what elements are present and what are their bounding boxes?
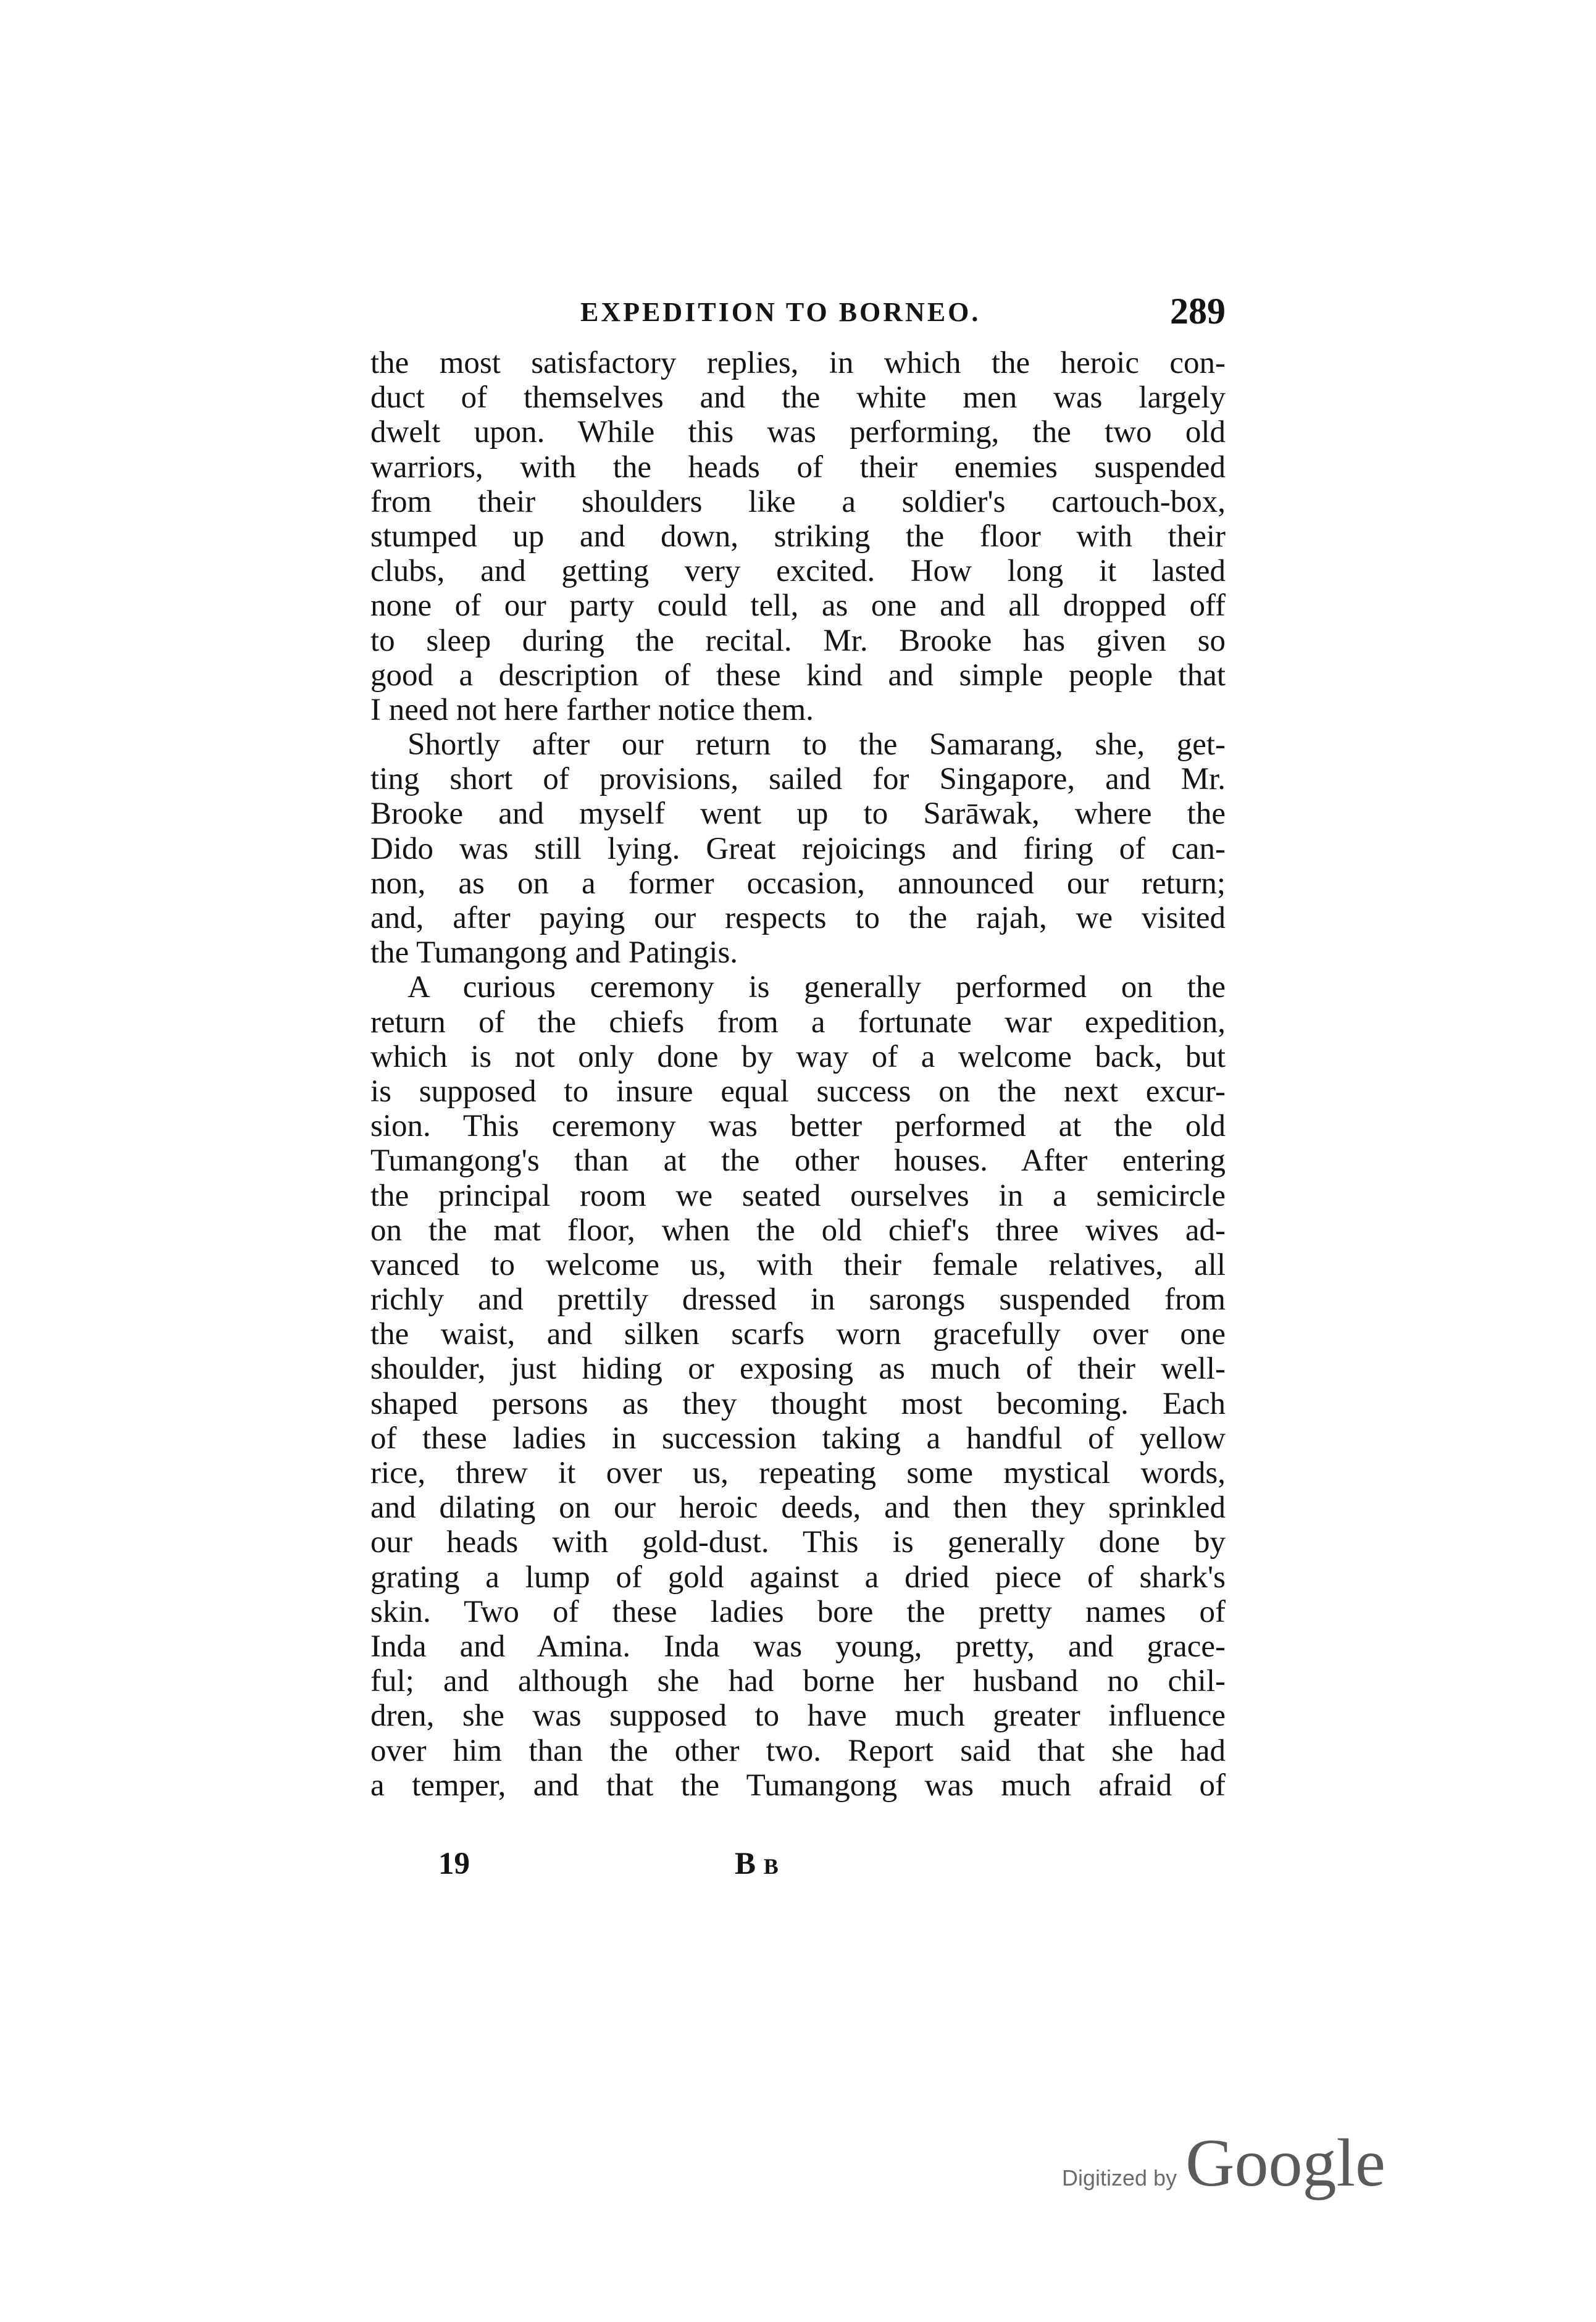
- text-line: dwelt upon. While this was performing, the two old: [370, 415, 1226, 450]
- text-line: which is not only done by way of a welcome back, but: [370, 1039, 1226, 1074]
- digitized-watermark: [1062, 2124, 1385, 2198]
- text-line: ting short of provisions, sailed for Singapore, and Mr.: [370, 762, 1226, 797]
- page-header: [370, 290, 1226, 333]
- text-line: to sleep during the recital. Mr. Brooke has given so: [370, 623, 1226, 658]
- text-line: good a description of these kind and simple people that: [370, 658, 1226, 693]
- text-line: the most satisfactory replies, in which the heroic con-: [370, 346, 1226, 380]
- text-line: our heads with gold-dust. This is generally done by: [370, 1525, 1226, 1560]
- text-line: the Tumangong and Patingis.: [370, 935, 738, 971]
- google-logo: Google: [1185, 2125, 1385, 2200]
- text-line: and dilating on our heroic deeds, and then they sprinkled: [370, 1490, 1226, 1526]
- text-line: grating a lump of gold against a dried piece of shark's: [370, 1560, 1226, 1595]
- text-line: dren, she was supposed to have much greater influence: [370, 1698, 1226, 1734]
- text-line: and, after paying our respects to the rajah, we visited: [370, 901, 1226, 935]
- text-line: non, as on a former occasion, announced our return;: [370, 866, 1226, 901]
- text-line: vanced to welcome us, with their female relatives, all: [370, 1247, 1226, 1282]
- text-line: Inda and Amina. Inda was young, pretty, and grace-: [370, 1629, 1226, 1664]
- text-line: richly and prettily dressed in sarongs suspended from: [370, 1282, 1226, 1318]
- text-line: skin. Two of these ladies bore the pretty names of: [370, 1594, 1226, 1629]
- text-line: Brooke and myself went up to Sarāwak, where the: [370, 796, 1226, 832]
- text-line: duct of themselves and the white men was largely: [370, 380, 1226, 416]
- text-line: of these ladies in succession taking a handful of yellow: [370, 1421, 1226, 1456]
- signature-line: [370, 1846, 1226, 1889]
- paragraph-start-line: Shortly after our return to the Samarang, she, get-: [407, 727, 1226, 762]
- text-line: on the mat floor, when the old chief's three wives ad-: [370, 1213, 1226, 1248]
- text-line: stumped up and down, striking the floor with their: [370, 519, 1226, 554]
- page-number: 289: [1170, 291, 1226, 332]
- text-line: I need not here farther notice them.: [370, 692, 814, 727]
- text-line: is supposed to insure equal success on the next excur-: [370, 1074, 1226, 1109]
- text-line: a temper, and that the Tumangong was much afraid of: [370, 1768, 1226, 1803]
- text-line: rice, threw it over us, repeating some mystical words,: [370, 1456, 1226, 1490]
- body-text: [370, 346, 1226, 1803]
- signature-number: 19: [438, 1847, 470, 1881]
- text-line: clubs, and getting very excited. How long it lasted: [370, 554, 1226, 589]
- text-line: from their shoulders like a soldier's cartouch-box,: [370, 484, 1226, 519]
- text-line: shoulder, just hiding or exposing as much of their well-: [370, 1351, 1226, 1387]
- text-line: warriors, with the heads of their enemies suspended: [370, 449, 1226, 485]
- running-head: EXPEDITION TO BORNEO.: [580, 297, 981, 327]
- text-line: shaped persons as they thought most becoming. Each: [370, 1386, 1226, 1421]
- text-line: the principal room we seated ourselves in a semicircle: [370, 1178, 1226, 1213]
- watermark-prefix: Digitized by: [1062, 2165, 1177, 2190]
- text-line: over him than the other two. Report said that she had: [370, 1733, 1226, 1768]
- signature-mark: B b: [735, 1847, 779, 1881]
- text-line: ful; and although she had borne her husband no chil-: [370, 1664, 1226, 1699]
- text-line: the waist, and silken scarfs worn gracefully over one: [370, 1317, 1226, 1352]
- text-line: Dido was still lying. Great rejoicings and firing of can-: [370, 831, 1226, 866]
- text-line: sion. This ceremony was better performed at the old: [370, 1109, 1226, 1144]
- text-line: none of our party could tell, as one and all dropped off: [370, 588, 1226, 624]
- text-line: return of the chiefs from a fortunate war expedition,: [370, 1004, 1226, 1040]
- paragraph-start-line: A curious ceremony is generally performed on the: [407, 970, 1226, 1005]
- text-line: Tumangong's than at the other houses. After entering: [370, 1143, 1226, 1179]
